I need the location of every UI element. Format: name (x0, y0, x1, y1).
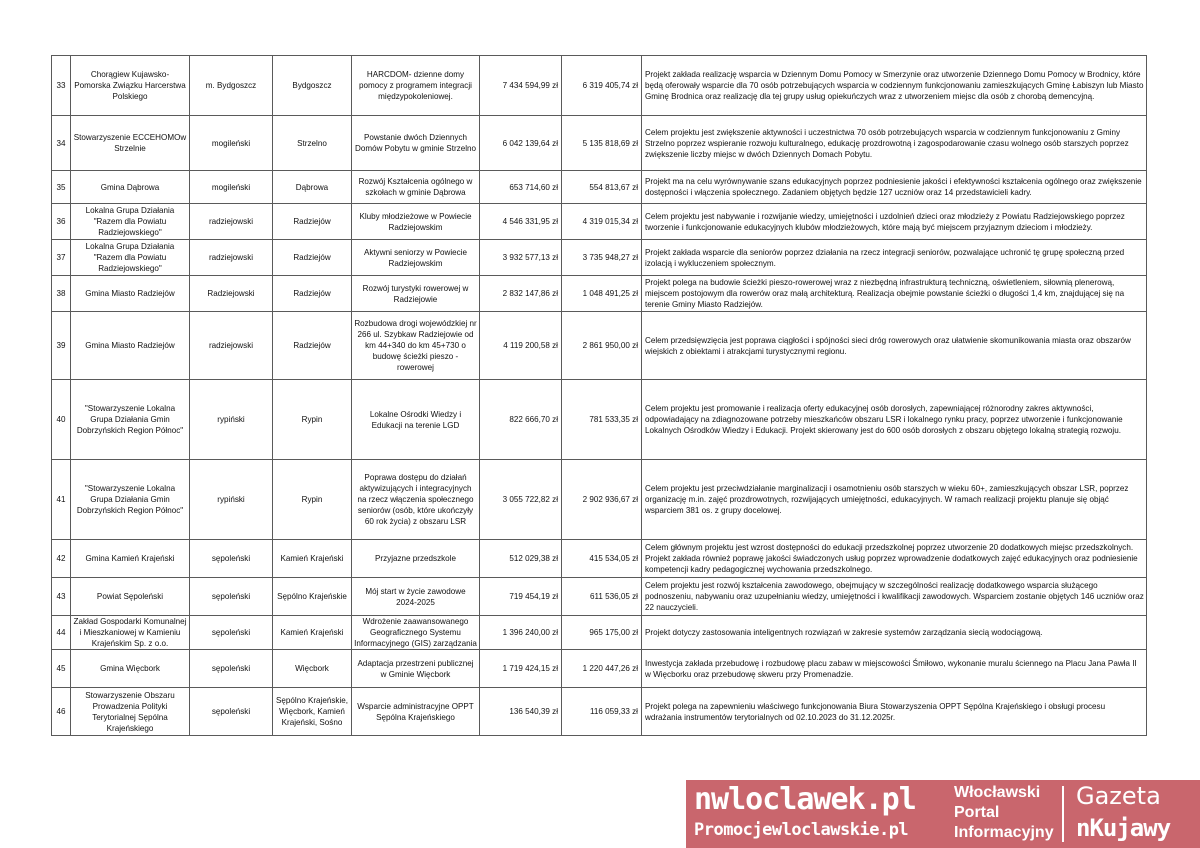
county-name: sępoleński (190, 616, 273, 650)
total-value: 653 714,60 zł (480, 171, 562, 204)
project-title: Aktywni seniorzy w Powiecie Radziejowskim (352, 240, 480, 276)
table-row (52, 650, 1147, 688)
grant-value: 5 135 818,69 zł (562, 116, 642, 171)
gazeta-line-2: nKujawy (1076, 814, 1171, 842)
row-number: 33 (52, 56, 71, 116)
row-number: 43 (52, 578, 71, 616)
site-logo[interactable] (686, 780, 950, 848)
grant-value: 1 048 491,25 zł (562, 276, 642, 312)
municipality-name: Rypin (273, 460, 352, 540)
table-row (52, 56, 1147, 116)
county-name: sępoleński (190, 688, 273, 736)
banner-divider (1062, 786, 1064, 842)
portal-label (952, 780, 1062, 848)
county-name: mogileński (190, 116, 273, 171)
table-row (52, 540, 1147, 578)
municipality-name: Radziejów (273, 240, 352, 276)
project-title: Adaptacja przestrzeni publicznej w Gminie Więcbork (352, 650, 480, 688)
project-title: Wsparcie administracyjne OPPT Sępólna Krajeńskiego (352, 688, 480, 736)
portal-line-2: Portal (954, 804, 1000, 821)
total-value: 3 932 577,13 zł (480, 240, 562, 276)
row-number: 41 (52, 460, 71, 540)
table-row (52, 688, 1147, 736)
beneficiary-name: Gmina Dąbrowa (71, 171, 190, 204)
beneficiary-name: Stowarzyszenie Obszaru Prowadzenia Polityki Terytorialnej Sępólna Krajeńskiego (71, 688, 190, 736)
beneficiary-name: Stowarzyszenie ECCEHOMOw Strzelnie (71, 116, 190, 171)
gazeta-logo[interactable] (1070, 780, 1200, 848)
projects-table (51, 55, 1147, 736)
total-value: 3 055 722,82 zł (480, 460, 562, 540)
project-title: Przyjazne przedszkole (352, 540, 480, 578)
gazeta-line-1: Gazeta (1076, 782, 1161, 810)
project-title: Poprawa dostępu do działań aktywizujących i integracyjnych na rzecz włączenia społecznego seniorów (osób, które ukończyły 60 rok życia) z obszaru LSR (352, 460, 480, 540)
county-name: m. Bydgoszcz (190, 56, 273, 116)
county-name: rypiński (190, 380, 273, 460)
grant-value: 781 533,35 zł (562, 380, 642, 460)
grant-value: 3 735 948,27 zł (562, 240, 642, 276)
project-description: Inwestycja zakłada przebudowę i rozbudowę placu zabaw w miejscowości Śmiłowo, wykonanie muralu ściennego na Placu Jana Pawła II w Więcborku oraz przebudowę skweru przy Promenadzie. (642, 650, 1147, 688)
table-row (52, 116, 1147, 171)
grant-value: 2 861 950,00 zł (562, 312, 642, 380)
beneficiary-name: "Stowarzyszenie Lokalna Grupa Działania Gmin Dobrzyńskich Region Północ" (71, 460, 190, 540)
municipality-name: Strzelno (273, 116, 352, 171)
project-description: Celem projektu jest nabywanie i rozwijanie wiedzy, umiejętności i uzdolnień dzieci oraz młodzieży z Powiatu Radziejowskiego poprzez tworzenie i funkcjonowanie edukacyjnych klubów młodzieżowych, które mają być miejscem przyjaznym dzieciom i młodzieży. (642, 204, 1147, 240)
grant-value: 6 319 405,74 zł (562, 56, 642, 116)
project-description: Projekt zakłada wsparcie dla seniorów poprzez działania na rzecz integracji seniorów, pozwalające uchronić tę grupę społeczną przed izolacją i wykluczeniem społecznym. (642, 240, 1147, 276)
beneficiary-name: Zakład Gospodarki Komunalnej i Mieszkaniowej w Kamieniu Krajeńskim Sp. z o.o. (71, 616, 190, 650)
total-value: 6 042 139,64 zł (480, 116, 562, 171)
grant-value: 611 536,05 zł (562, 578, 642, 616)
municipality-name: Dąbrowa (273, 171, 352, 204)
table-row (52, 276, 1147, 312)
project-description: Celem przedsięwzięcia jest poprawa ciągłości i spójności sieci dróg rowerowych oraz ułatwienie skomunikowania miasta oraz obszarów wiejskich z obiektami i atrakcjami turystycznymi regionu. (642, 312, 1147, 380)
table-row (52, 240, 1147, 276)
project-title: Wdrożenie zaawansowanego Geograficznego Systemu Informacyjnego (GIS) zarządzania (352, 616, 480, 650)
county-name: sępoleński (190, 650, 273, 688)
grant-value: 554 813,67 zł (562, 171, 642, 204)
table-row (52, 616, 1147, 650)
row-number: 42 (52, 540, 71, 578)
total-value: 822 666,70 zł (480, 380, 562, 460)
municipality-name: Radziejów (273, 276, 352, 312)
beneficiary-name: Gmina Miasto Radziejów (71, 312, 190, 380)
grant-value: 116 059,33 zł (562, 688, 642, 736)
project-description: Celem projektu jest promowanie i realizacja oferty edukacyjnej osób dorosłych, zapewniającej różnorodny zakres aktywności, odpowiadający na zdiagnozowane potrzeby mieszkańców obszaru LSR i lokalnego rynku pracy, poprzez utworzenie i funkcjonowanie Lokalnych Ośrodków Wiedzy i Edukacji. Projekt skierowany jest do 600 osób dorosłych z obszaru objętego lokalną strategią rozwoju. (642, 380, 1147, 460)
county-name: radziejowski (190, 204, 273, 240)
county-name: mogileński (190, 171, 273, 204)
project-description: Celem głównym projektu jest wzrost dostępności do edukacji przedszkolnej poprzez utworzenie 20 dodatkowych miejsc przedszkolnych. Projekt zakłada również poprawę jakości świadczonych usług poprzez wprowadzenie dodatkowych zajęć edukacyjnych oraz podniesienie kompetencji kadry pedagogicznej wychowania przedszkolnego. (642, 540, 1147, 578)
county-name: sępoleński (190, 578, 273, 616)
municipality-name: Kamień Krajeński (273, 616, 352, 650)
table-row (52, 578, 1147, 616)
municipality-name: Więcbork (273, 650, 352, 688)
row-number: 36 (52, 204, 71, 240)
project-description: Projekt polega na zapewnieniu właściwego funkcjonowania Biura Stowarzyszenia OPPT Sępólna Krajeńskiego i obsługi procesu wdrażania instrumentów terytorialnych od 02.10.2023 do 31.12.2025r. (642, 688, 1147, 736)
beneficiary-name: Powiat Sępoleński (71, 578, 190, 616)
project-description: Projekt ma na celu wyrównywanie szans edukacyjnych poprzez podniesienie jakości i efektywności kształcenia ogólnego oraz zwiększenie dostępności i włączenia społecznego. Zadaniem objętych będzie 127 uczniów oraz 14 przedstawicieli kadry. (642, 171, 1147, 204)
portal-line-3: Informacyjny (954, 824, 1054, 841)
beneficiary-name: Gmina Miasto Radziejów (71, 276, 190, 312)
project-title: Rozbudowa drogi wojewódzkiej nr 266 ul. Szybkaw Radziejowie od km 44+340 do km 45+730 o budowę ścieżki pieszo - rowerowej (352, 312, 480, 380)
project-title: Rozwój turystyki rowerowej w Radziejowie (352, 276, 480, 312)
project-title: Rozwój Kształcenia ogólnego w szkołach w gminie Dąbrowa (352, 171, 480, 204)
county-name: radziejowski (190, 312, 273, 380)
row-number: 44 (52, 616, 71, 650)
portal-line-1: Włocławski (954, 784, 1041, 801)
total-value: 7 434 594,99 zł (480, 56, 562, 116)
total-value: 136 540,39 zł (480, 688, 562, 736)
watermark-banner (686, 780, 1200, 848)
municipality-name: Bydgoszcz (273, 56, 352, 116)
total-value: 1 396 240,00 zł (480, 616, 562, 650)
beneficiary-name: Lokalna Grupa Działania "Razem dla Powiatu Radziejowskiego" (71, 204, 190, 240)
municipality-name: Sępólno Krajeńskie (273, 578, 352, 616)
project-title: Lokalne Ośrodki Wiedzy i Edukacji na terenie LGD (352, 380, 480, 460)
project-title: Kluby młodzieżowe w Powiecie Radziejowskim (352, 204, 480, 240)
total-value: 1 719 424,15 zł (480, 650, 562, 688)
row-number: 37 (52, 240, 71, 276)
row-number: 46 (52, 688, 71, 736)
county-name: sępoleński (190, 540, 273, 578)
total-value: 512 029,38 zł (480, 540, 562, 578)
site-url: nwloclawek.pl (694, 782, 916, 817)
county-name: Radziejowski (190, 276, 273, 312)
table-row (52, 380, 1147, 460)
project-description: Celem projektu jest zwiększenie aktywności i uczestnictwa 70 osób potrzebujących wsparcia w codziennym funkcjonowaniu z Gminy Strzelno poprzez wspieranie rozwoju kulturalnego, edukację prozdrowotną i zagospodarowanie czasu wolnego osób starszych poprzez zwiększenie liczby miejsc w dwóch Dziennych Domach Pobytu. (642, 116, 1147, 171)
municipality-name: Kamień Krajeński (273, 540, 352, 578)
table-row (52, 460, 1147, 540)
grant-value: 965 175,00 zł (562, 616, 642, 650)
project-title: Mój start w życie zawodowe 2024-2025 (352, 578, 480, 616)
municipality-name: Radziejów (273, 204, 352, 240)
row-number: 35 (52, 171, 71, 204)
total-value: 4 546 331,95 zł (480, 204, 562, 240)
row-number: 45 (52, 650, 71, 688)
row-number: 34 (52, 116, 71, 171)
project-title: HARCDOM- dzienne domy pomocy z programem integracji międzypokoleniowej. (352, 56, 480, 116)
grant-value: 2 902 936,67 zł (562, 460, 642, 540)
row-number: 39 (52, 312, 71, 380)
grant-value: 415 534,05 zł (562, 540, 642, 578)
beneficiary-name: Lokalna Grupa Działania "Razem dla Powiatu Radziejowskiego" (71, 240, 190, 276)
row-number: 40 (52, 380, 71, 460)
county-name: radziejowski (190, 240, 273, 276)
project-description: Projekt zakłada realizację wsparcia w Dziennym Domu Pomocy w Smerzynie oraz utworzenie Dziennego Domu Pomocy w Brodnicy, które będą oferowały wsparcie dla 70 osób potrzebujących wsparcia w codziennym funkcjonowaniu zamieszkujących Gminę Łabiszyn lub Miasto Gminę Brodnica oraz realizację dla tej grupy usług opiekuńczych wraz z utworzeniem miejsc dla osób z chorobą demencyjną. (642, 56, 1147, 116)
site-url-secondary: Promocjewloclawskie.pl (694, 820, 909, 840)
project-description: Celem projektu jest przeciwdziałanie marginalizacji i osamotnieniu osób starszych w wieku 60+, zamieszkujących obszar LSR, poprzez organizację m.in. zajęć prozdrowotnych, rozwijających umiejętności, edukacyjnych. W ramach realizacji projektu planuje się objąć wsparciem 381 os. z grupy docelowej. (642, 460, 1147, 540)
grant-value: 1 220 447,26 zł (562, 650, 642, 688)
project-description: Projekt dotyczy zastosowania inteligentnych rozwiązań w zakresie systemów zarządzania siecią wodociągową. (642, 616, 1147, 650)
beneficiary-name: Gmina Kamień Krajeński (71, 540, 190, 578)
project-description: Celem projektu jest rozwój kształcenia zawodowego, obejmujący w szczególności realizację dodatkowego wsparcia służącego podnoszeniu, nabywaniu oraz uzupełnianiu wiedzy, umiejętności i kwalifikacji zawodowych. Wsparciem zostanie objętych 146 uczniów oraz 22 nauczycieli. (642, 578, 1147, 616)
total-value: 4 119 200,58 zł (480, 312, 562, 380)
beneficiary-name: Gmina Więcbork (71, 650, 190, 688)
municipality-name: Sępólno Krajeńskie, Więcbork, Kamień Krajeński, Sośno (273, 688, 352, 736)
grant-value: 4 319 015,34 zł (562, 204, 642, 240)
table-row (52, 171, 1147, 204)
row-number: 38 (52, 276, 71, 312)
municipality-name: Rypin (273, 380, 352, 460)
beneficiary-name: "Stowarzyszenie Lokalna Grupa Działania Gmin Dobrzyńskich Region Północ" (71, 380, 190, 460)
municipality-name: Radziejów (273, 312, 352, 380)
total-value: 2 832 147,86 zł (480, 276, 562, 312)
project-description: Projekt polega na budowie ścieżki pieszo-rowerowej wraz z niezbędną infrastrukturą techniczną, oświetleniem, siłownią plenerową, miejscem postojowym dla rowerów oraz małą architekturą. Realizacja obejmie powstanie ścieżki o długości 1,4 km, znajdującej się na terenie Gminy Miasto Radziejów. (642, 276, 1147, 312)
county-name: rypiński (190, 460, 273, 540)
beneficiary-name: Chorągiew Kujawsko-Pomorska Związku Harcerstwa Polskiego (71, 56, 190, 116)
table-row (52, 312, 1147, 380)
table-row (52, 204, 1147, 240)
total-value: 719 454,19 zł (480, 578, 562, 616)
project-title: Powstanie dwóch Dziennych Domów Pobytu w gminie Strzelno (352, 116, 480, 171)
